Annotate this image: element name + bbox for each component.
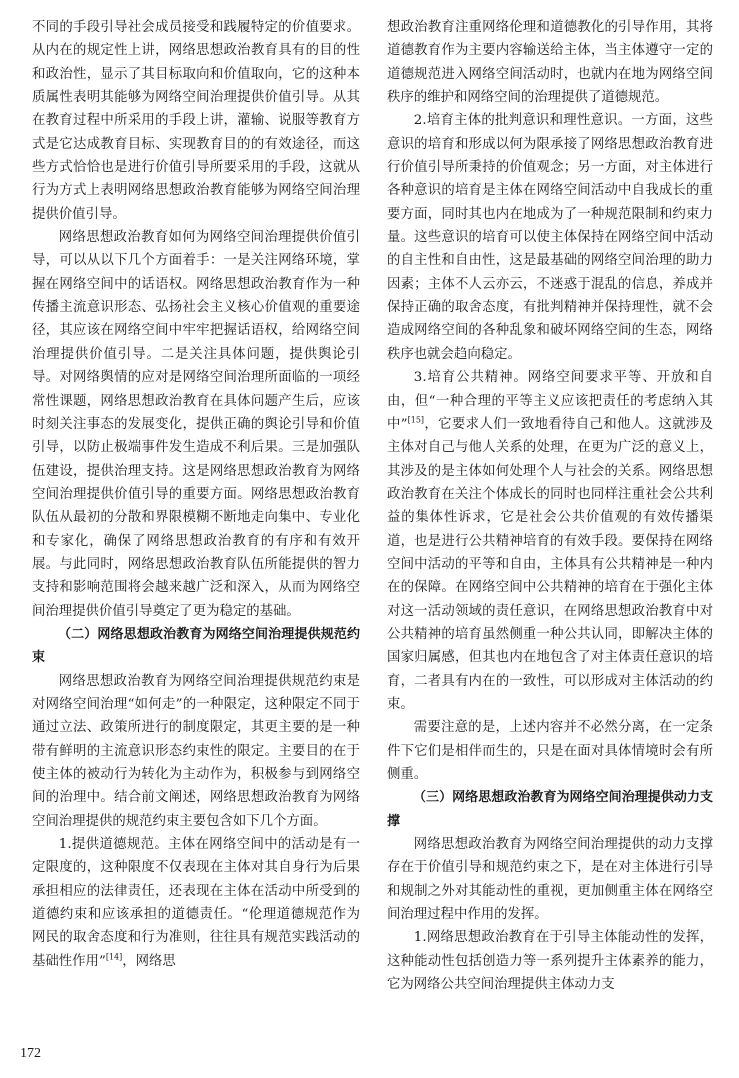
paragraph: 2.培育主体的批判意识和理性意识。一方面，这些意识的培育和形成以何为限承接了网络思想政治教育进行价值引导所秉持的价值观念；另一方面，对主体进行各种意识的培育是主体在网络空间活动中自我成长的重要方面，同时其也内在地成为了一种规范限制和约束力量。这些意识的培育可以使主体保持在网络空间中活动的自主性和自由性，这是最基础的网络空间治理的助力因素；主体不人云亦云，不迷惑于混乱的信息，养成并保持正确的取舍态度，有批判精神并保持理性，就不会造成网络空间的各种乱象和破坏网络空间的生态，网络秩序也就会趋向稳定。 (387, 113, 713, 362)
paragraph: 网络思想政治教育为网络空间治理提供的动力支撑存在于价值引导和规范约束之下，是在对主体进行引导和规制之外对其能动性的重视，更加侧重主体在网络空间治理过程中作用的发挥。 (387, 837, 713, 923)
paragraph-text: 3.培育公共精神。网络空间要求平等、开放和自由，但“一种合理的平等主义应该把责任的考虑纳入其中” (387, 370, 713, 432)
paragraph: 网络思想政治教育如何为网络空间治理提供价值引导，可以从以下几个方面着手：一是关注网络环境，掌握在网络空间中的话语权。网络思想政治教育作为一种传播主流意识形态、弘扬社会主义核心价值观的重要途径，其应该在网络空间中牢牢把握话语权，给网络空间治理提供价值引导。二是关注具体问题，提供舆论引导。对网络舆情的应对是网络空间治理所面临的一项经常性课题，网络思想政治教育在具体问题产生后，应该时刻关注事态的发展变化，提供正确的舆论引导和价值引导，以防止极端事件发生造成不利后果。三是加强队伍建设，提供治理支持。这是网络思想政治教育为网络空间治理提供价值引导的重要方面。网络思想政治教育队伍从最初的分散和界限模糊不断地走向集中、专业化和专家化，确保了网络思想政治教育的有序和有效开展。与此同时，网络思想政治教育队伍所能提供的智力支持和影响范围将会越来越广泛和深入，从而为网络空间治理提供价值引导奠定了更为稳定的基础。 (32, 230, 360, 619)
paragraph: 需要注意的是，上述内容并不必然分离，在一定条件下它们是相伴而生的，只是在面对具体情境时会有所侧重。 (387, 720, 713, 782)
section-heading: （二）网络思想政治教育为网络空间治理提供规范约束 (32, 626, 360, 666)
paragraph (32, 833, 360, 973)
paragraph-text: 1.提供道德规范。主体在网络空间中的活动是有一定限度的，这种限度不仅表现在主体对其自身行为后果承担相应的法律责任，还表现在主体在活动中所受到的道德约束和应该承担的道德责任。“伦理道德规范作为网民的取舍态度和行为准则，往往具有规范实践活动的基础性作用” (32, 837, 360, 969)
paragraph: 想政治教育注重网络伦理和道德教化的引导作用，其将道德教育作为主要内容输送给主体，当主体遵守一定的道德规范进入网络空间活动时，也就内在地为网络空间秩序的维护和网络空间的治理提供了道德规范。 (387, 20, 713, 106)
paragraph: 1.网络思想政治教育在于引导主体能动性的发挥，这种能动性包括创造力等一系列提升主体素养的能力，它为网络公共空间治理提供主体动力支 (387, 930, 713, 993)
section-heading: （三）网络思想政治教育为网络空间治理提供动力支撑 (387, 790, 713, 829)
paragraph-text: ，网络思 (122, 953, 176, 969)
citation-ref: [15] (407, 415, 425, 425)
paragraph: 不同的手段引导社会成员接受和践履特定的价值要求。从内在的规定性上讲，网络思想政治教育具有的目的性和政治性，显示了其目标取向和价值取向，它的这种本质属性表明其能够为网络空间治理提供价值引导。从其在教育过程中所采用的手段上讲，灌输、说服等教育方式是它达成教育目标、实现教育目的的有效途径，而这些方式恰恰也是进行价值引导所要采用的手段，这就从行为方式上表明网络思想政治教育能够为网络空间治理提供价值引导。 (32, 20, 360, 222)
citation-ref: [14] (105, 952, 123, 962)
left-column (32, 16, 360, 973)
page-number: 172 (20, 1046, 41, 1061)
paragraph-text: ，它要求人们一致地看待自己和他人。这就涉及主体对自己与他人关系的处理，在更为广泛的意义上，其涉及的是主体如何处理个人与社会的关系。网络思想政治教育在关注个体成长的同时也同样注重社会公共利益的集体性诉求，它是社会公共价值观的有效传播渠道，也是进行公共精神培育的有效手段。要保持在网络空间中活动的平等和自由，主体具有公共精神是一种内在的保障。在网络空间中公共精神的培育在于强化主体对这一活动领域的责任意识，在网络思想政治教育中对公共精神的培育虽然侧重一种公共认同，即解决主体的国家归属感，但其也内在地包含了对主体责任意识的培育，二者具有内在的一致性，可以形成对主体活动的约束。 (387, 416, 713, 712)
paragraph (387, 366, 713, 716)
right-column (387, 16, 713, 996)
paragraph: 网络思想政治教育为网络空间治理提供规范约束是对网络空间治理“如何走”的一种限定，这种限定不同于通过立法、政策所进行的制度限定，其更主要的是一种带有鲜明的主流意识形态约束性的限定。主要目的在于使主体的被动行为转化为主动作为，积极参与到网络空间的治理中。结合前文阐述，网络思想政治教育为网络空间治理提供的规范约束主要包含如下几个方面。 (32, 673, 360, 829)
